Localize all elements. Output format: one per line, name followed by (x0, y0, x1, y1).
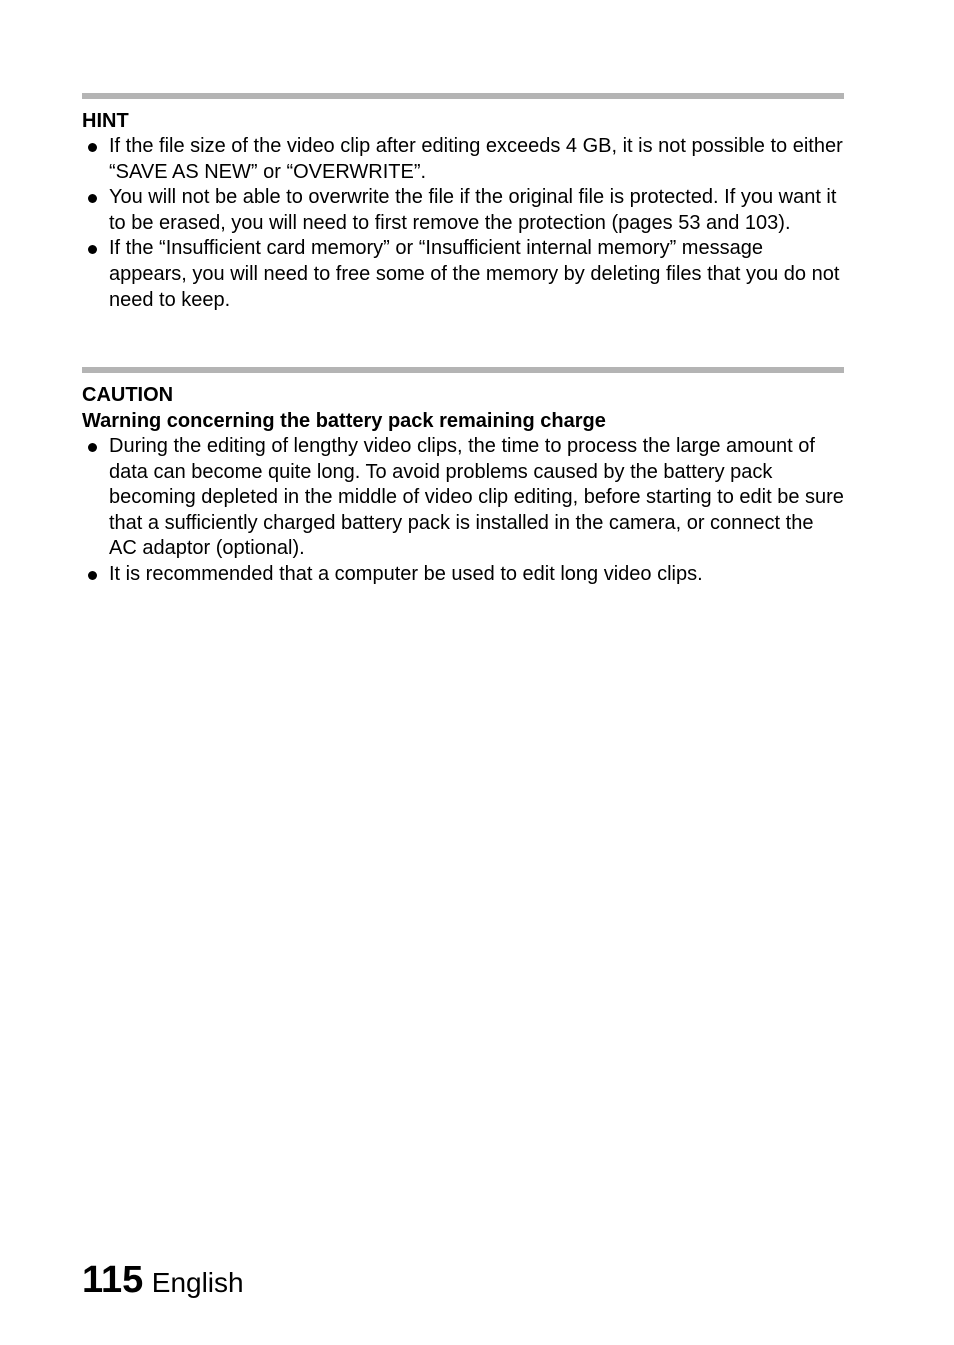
caution-section (82, 367, 844, 588)
hint-divider (82, 93, 844, 99)
list-item-text: If the file size of the video clip after editing exceeds 4 GB, it is not possible to either “SAVE AS NEW” or “OVERWRITE”. (109, 135, 843, 183)
caution-heading: CAUTION (82, 384, 174, 406)
list-item (82, 134, 844, 185)
list-item-text: You will not be able to overwrite the file if the original file is protected. If you want it to be erased, you will need to first remove the protection (pages 53 and 103). (109, 186, 837, 234)
bullet-icon (88, 571, 97, 580)
page-footer (82, 1258, 244, 1305)
hint-heading: HINT (82, 110, 129, 132)
list-item (82, 185, 844, 236)
bullet-icon (88, 143, 97, 152)
bullet-icon (88, 245, 97, 254)
list-item-text: If the “Insufficient card memory” or “Insufficient internal memory” message appears, you will need to free some of the memory by deleting files that you do not need to keep. (109, 237, 840, 311)
caution-divider (82, 367, 844, 373)
list-item (82, 562, 844, 588)
hint-section (82, 93, 844, 313)
list-item-text: During the editing of lengthy video clips, the time to process the large amount of data can become quite long. To avoid problems caused by the battery pack becoming depleted in the middle of video clip editing, before starting to edit be sure that a sufficiently charged battery pack is installed in the camera, or connect the AC adaptor (optional). (109, 435, 844, 560)
bullet-icon (88, 443, 97, 452)
page-number: 115 (82, 1259, 144, 1301)
list-item (82, 434, 844, 562)
list-item-text: It is recommended that a computer be used to edit long video clips. (109, 562, 703, 585)
hint-list (82, 134, 844, 313)
list-item (82, 236, 844, 313)
page-language: English (151, 1267, 244, 1298)
caution-list (82, 434, 844, 588)
caution-subheading: Warning concerning the battery pack remaining charge (82, 410, 606, 432)
bullet-icon (88, 194, 97, 203)
